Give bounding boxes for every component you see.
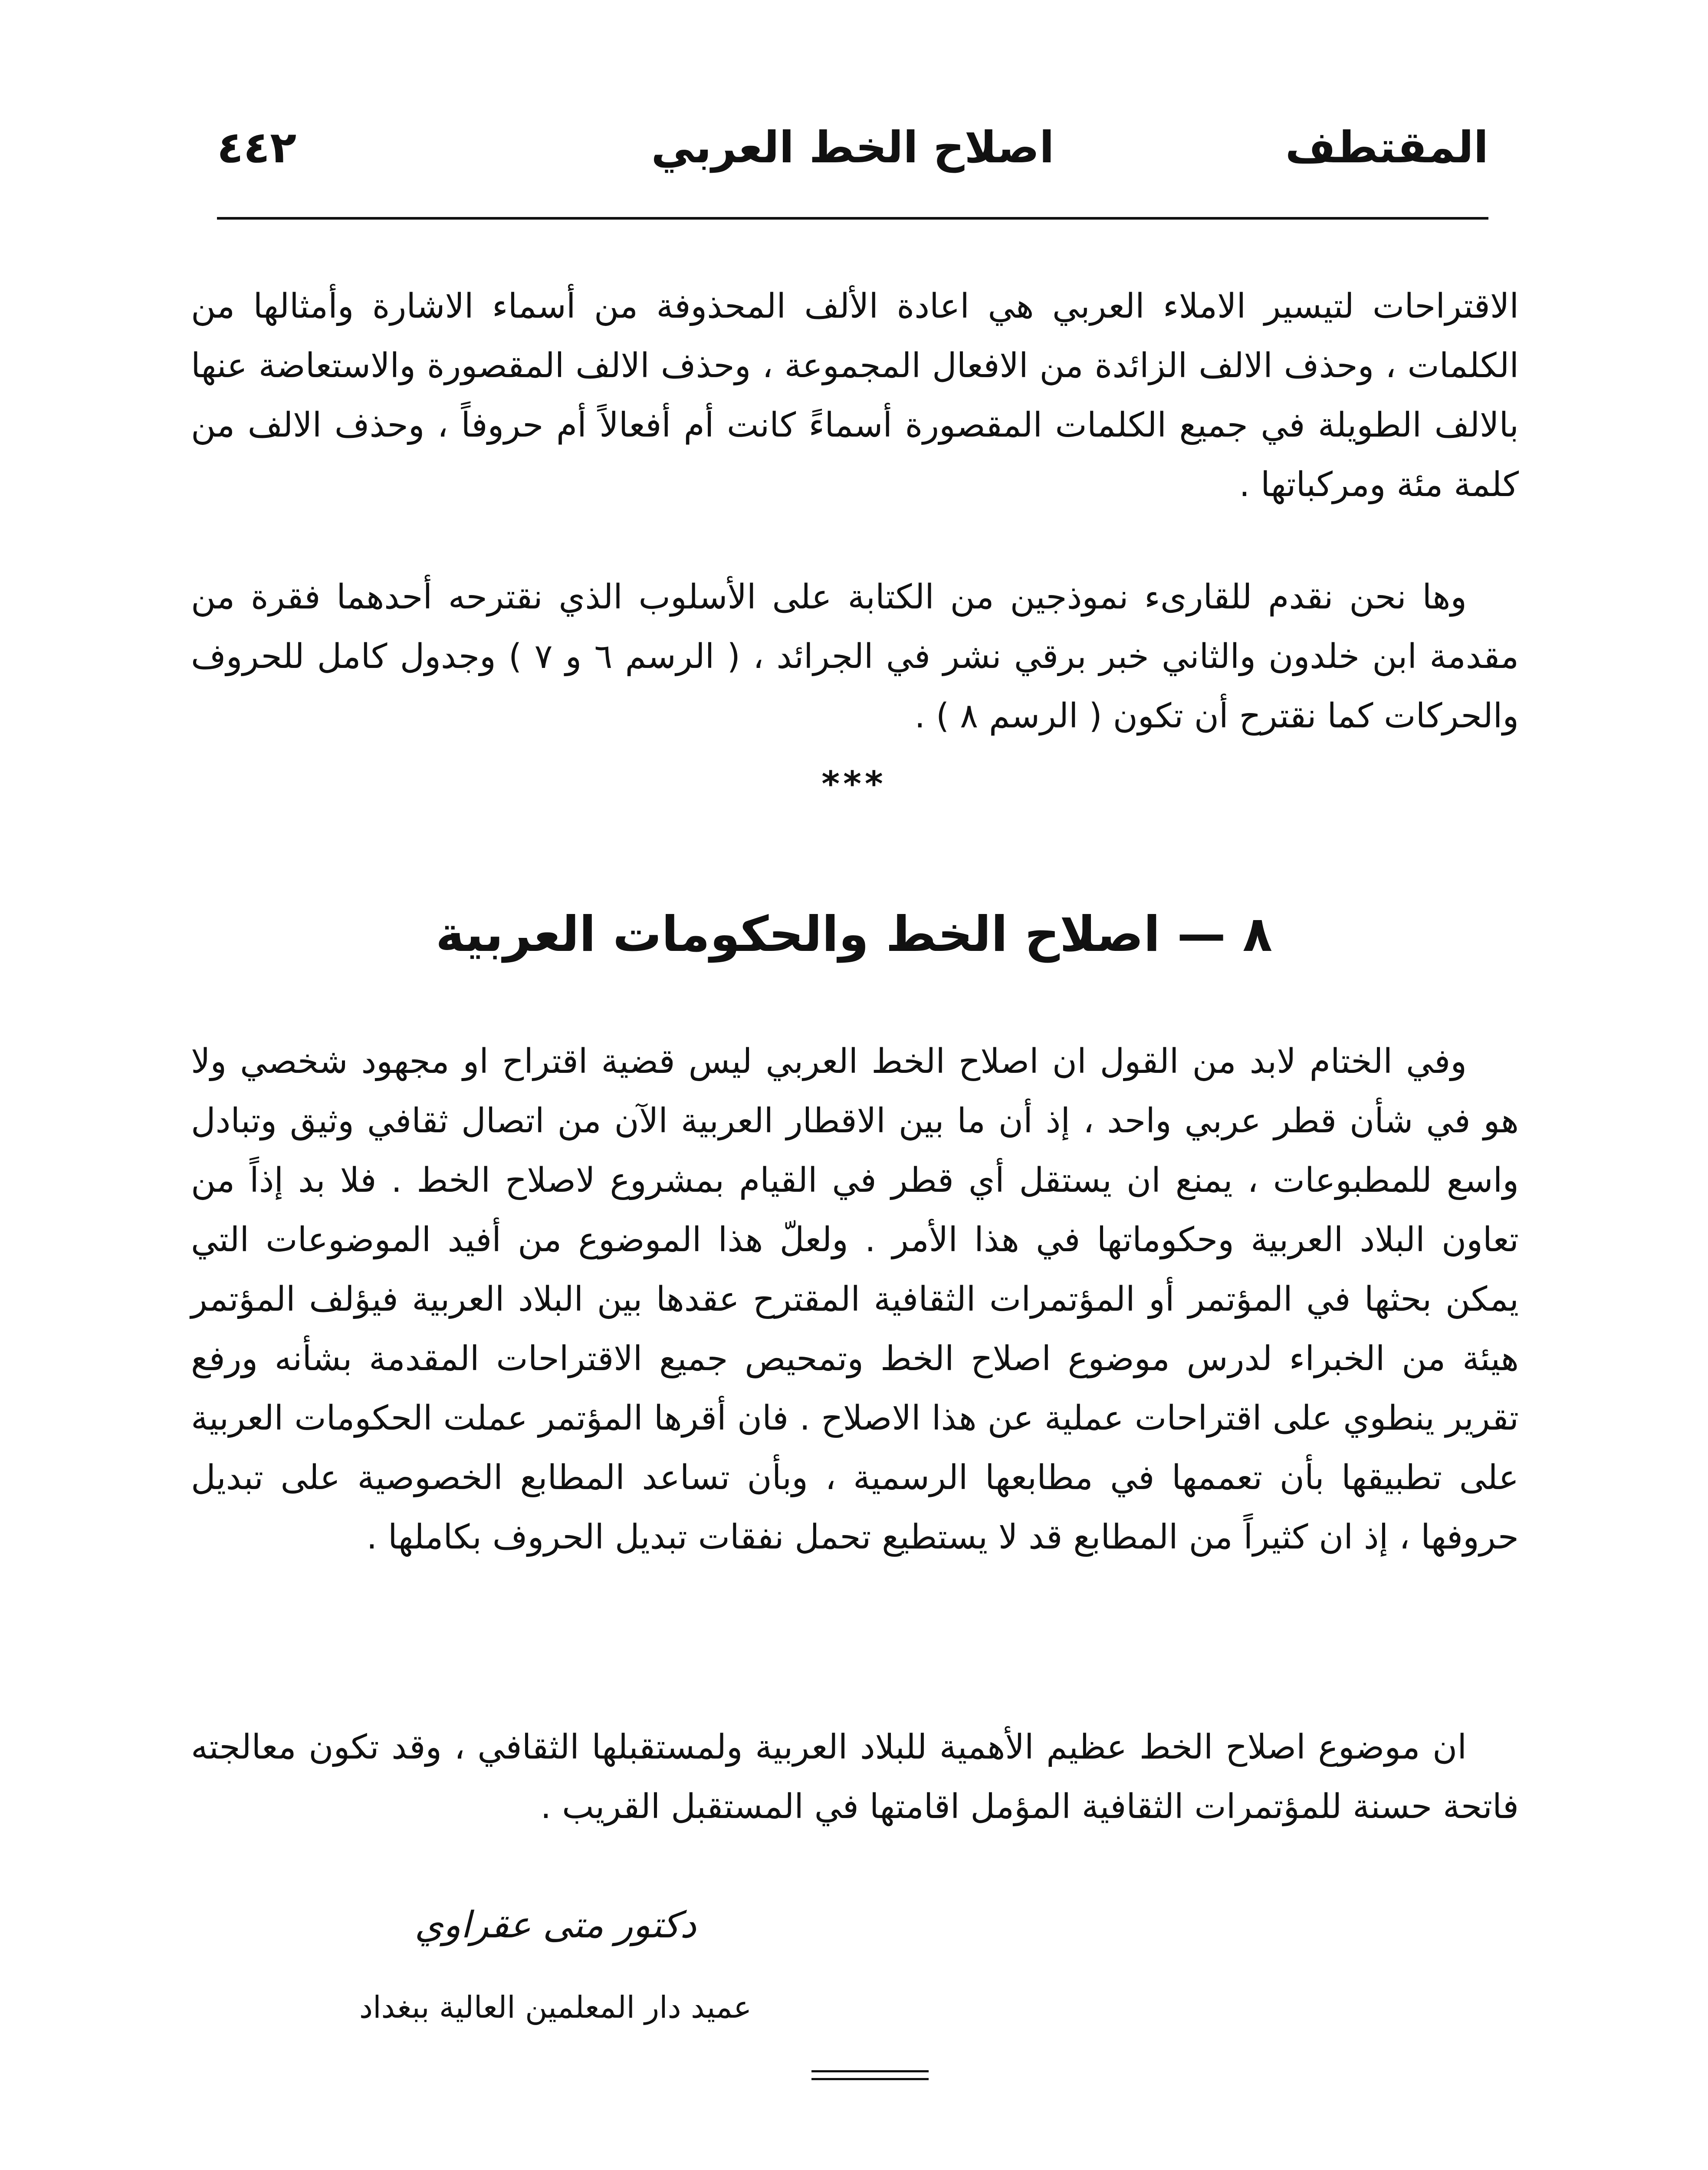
paragraph: ان موضوع اصلاح الخط عظيم الأهمية للبلاد العربية ولمستقبلها الثقافي ، وقد تكون معالجته فاتحة حسنة للمؤتمرات الثقافية المؤمل اقامتها في المستقبل القريب .: [191, 1728, 1519, 1826]
header-rule: [217, 217, 1488, 220]
end-rule: [811, 2078, 929, 2080]
author-signature: دكتور متى عقراوي: [414, 1904, 696, 1946]
end-rule: [811, 2070, 929, 2072]
section-heading: ٨ — اصلاح الخط والحكومات العربية: [436, 906, 1272, 963]
section-separator: ***: [821, 764, 887, 804]
journal-name: المقتطف: [1285, 122, 1488, 173]
page-number: ٤٤٢: [217, 122, 297, 173]
author-affiliation: عميد دار المعلمين العالية ببغداد: [359, 1989, 752, 2025]
paragraph: وفي الختام لابد من القول ان اصلاح الخط العربي ليس قضية اقتراح او مجهود شخصي ولا هو في شأن قطر عربي واحد ، إذ أن ما بين الاقطار العربية الآن من اتصال ثقافي وثيق وتبادل واسع للمطبوعات ، يمنع ان يستقل أي قطر في القيام بمشروع لاصلاح الخط . فلا بد إذاً من تعاون البلاد العربية وحكوماتها في هذا الأمر . ولعلّ هذا الموضوع من أفيد الموضوعات التي يمكن بحثها في المؤتمر أو المؤتمرات الثقافية المقترح عقدها بين البلاد العربية فيؤلف المؤتمر هيئة من الخبراء لدرس موضوع اصلاح الخط وتمحيص جميع الاقتراحات المقدمة بشأنه ورفع تقرير ينطوي على اقتراحات عملية عن هذا الاصلاح . فان أقرها المؤتمر عملت الحكومات العربية على تطبيقها بأن تعممها في مطابعها الرسمية ، وبأن تساعد المطابع الخصوصية على تبديل حروفها ، إذ ان كثيراً من المطابع قد لا يستطيع تحمل نفقات تبديل الحروف بكاملها .: [191, 1042, 1519, 1557]
page-header: [217, 104, 1488, 191]
running-title: اصلاح الخط العربي: [651, 122, 1054, 173]
paragraph: وها نحن نقدم للقارىء نموذجين من الكتابة على الأسلوب الذي نقترحه أحدهما فقرة من مقدمة ابن خلدون والثاني خبر برقي نشر في الجرائد ، ( الرسم ٦ و ٧ ) وجدول كامل للحروف والحركات كما نقترح أن تكون ( الرسم ٨ ) .: [191, 578, 1519, 736]
paragraph: الاقتراحات لتيسير الاملاء العربي هي اعادة الألف المحذوفة من أسماء الاشارة وأمثالها من الكلمات ، وحذف الالف الزائدة من الافعال المجموعة ، وحذف الالف المقصورة والاستعاضة عنها بالالف الطويلة في جميع الكلمات المقصورة أسماءً كانت أم أفعالاً أم حروفاً ، وحذف الالف من كلمة مئة ومركباتها .: [191, 287, 1519, 504]
